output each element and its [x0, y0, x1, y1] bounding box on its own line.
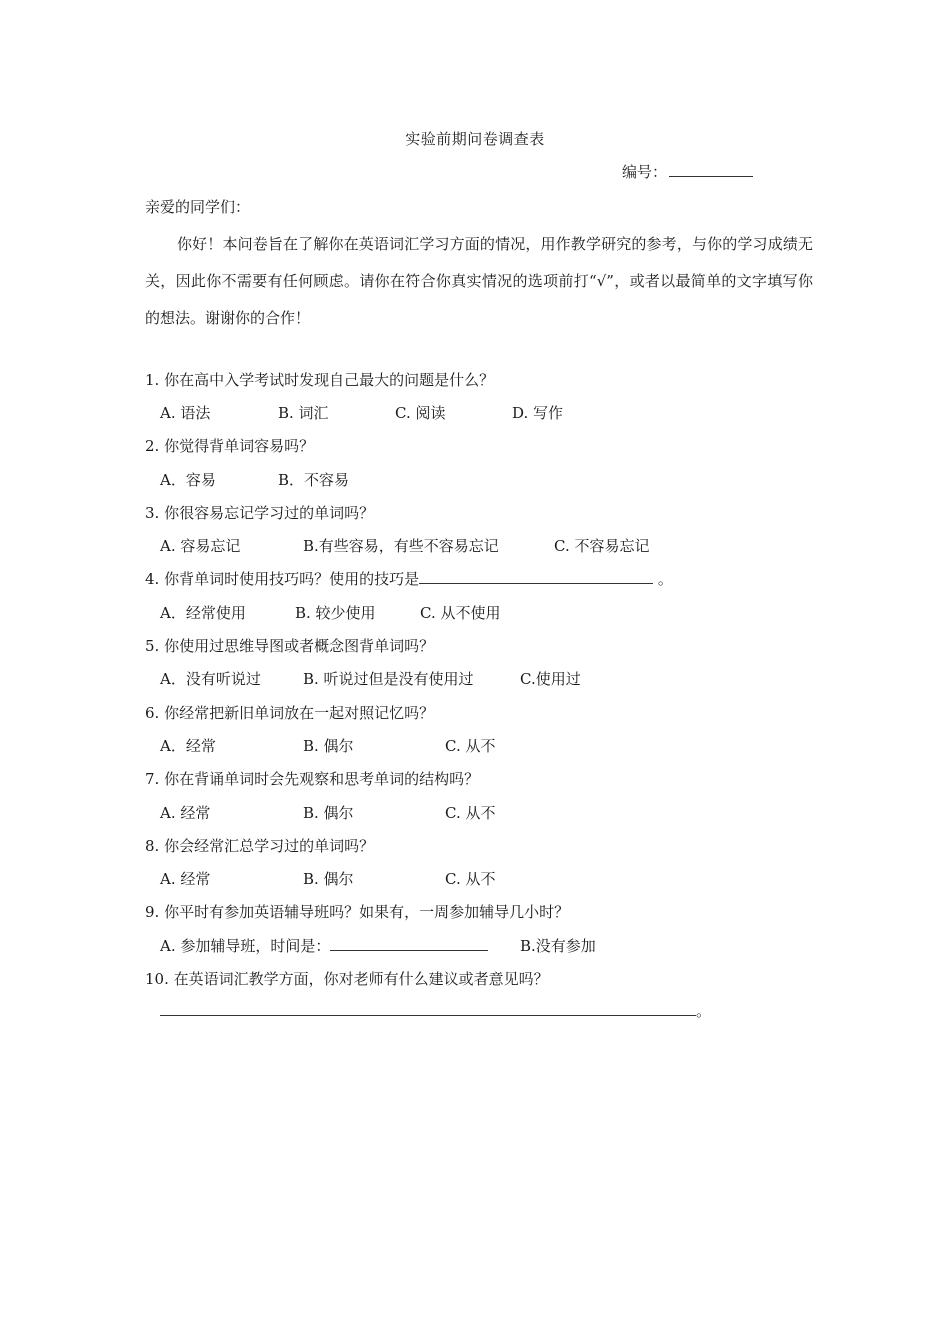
q4-option-c[interactable]: C. 从不使用	[420, 604, 501, 622]
question-3: 3. 你很容易忘记学习过的单词吗？	[145, 504, 375, 522]
greeting: 亲爱的同学们：	[145, 198, 251, 216]
q4-technique-blank[interactable]	[419, 569, 653, 584]
q5-option-c[interactable]: C.使用过	[520, 670, 581, 688]
q8-option-a[interactable]: A. 经常	[160, 870, 211, 888]
q7-option-a[interactable]: A. 经常	[160, 804, 211, 822]
q7-option-c[interactable]: C. 从不	[445, 804, 496, 822]
q3-option-b[interactable]: B.有些容易，有些不容易忘记	[303, 537, 499, 555]
q4-option-b[interactable]: B. 较少使用	[295, 604, 376, 622]
q3-option-c[interactable]: C. 不容易忘记	[554, 537, 650, 555]
q10-answer-line[interactable]	[160, 1000, 711, 1021]
q1-option-d[interactable]: D. 写作	[512, 404, 564, 422]
q1-option-b[interactable]: B. 词汇	[278, 404, 329, 422]
question-7: 7. 你在背诵单词时会先观察和思考单词的结构吗？	[145, 770, 480, 788]
question-10: 10. 在英语词汇教学方面，你对老师有什么建议或者意见吗？	[145, 970, 549, 988]
question-2: 2. 你觉得背单词容易吗？	[145, 437, 315, 455]
q8-option-c[interactable]: C. 从不	[445, 870, 496, 888]
q3-option-a[interactable]: A. 容易忘记	[160, 537, 241, 555]
serial-label: 编号：	[622, 163, 668, 181]
question-6: 6. 你经常把新旧单词放在一起对照记忆吗？	[145, 704, 435, 722]
q4-option-a[interactable]: A．经常使用	[160, 604, 246, 622]
intro-paragraph: 你好！本问卷旨在了解你在英语词汇学习方面的情况，用作教学研究的参考，与你的学习成绩无关，因此你不需要有任何顾虑。请你在符合你真实情况的选项前打“√”，或者以最简单的文字填写你的想法。谢谢你的合作！	[145, 235, 813, 327]
question-1: 1. 你在高中入学考试时发现自己最大的问题是什么？	[145, 371, 495, 389]
q5-option-b[interactable]: B. 听说过但是没有使用过	[303, 670, 474, 688]
serial-number-field	[622, 161, 753, 182]
q6-option-a[interactable]: A．经常	[160, 737, 216, 755]
q4-suffix: 。	[653, 570, 673, 588]
q6-option-b[interactable]: B. 偶尔	[303, 737, 354, 755]
q10-answer-blank[interactable]	[160, 1001, 696, 1016]
q2-option-a[interactable]: A．容易	[160, 471, 216, 489]
q1-option-c[interactable]: C. 阅读	[395, 404, 446, 422]
question-5: 5. 你使用过思维导图或者概念图背单词吗？	[145, 637, 435, 655]
question-4	[145, 568, 673, 589]
question-8: 8. 你会经常汇总学习过的单词吗？	[145, 837, 375, 855]
q2-option-b[interactable]: B．不容易	[278, 471, 350, 489]
q9-option-b[interactable]: B.没有参加	[520, 937, 596, 955]
q5-option-a[interactable]: A．没有听说过	[160, 670, 261, 688]
q7-option-b[interactable]: B. 偶尔	[303, 804, 354, 822]
q8-option-b[interactable]: B. 偶尔	[303, 870, 354, 888]
page-title: 实验前期问卷调查表	[405, 130, 545, 148]
q9-option-a-label: A. 参加辅导班，时间是：	[160, 937, 331, 955]
q4-text: 4. 你背单词时使用技巧吗？使用的技巧是	[145, 570, 420, 588]
q1-option-a[interactable]: A. 语法	[160, 404, 211, 422]
q6-option-c[interactable]: C. 从不	[445, 737, 496, 755]
q10-suffix: 。	[696, 1002, 712, 1020]
q9-option-a[interactable]	[160, 935, 488, 956]
question-9: 9. 你平时有参加英语辅导班吗？如果有，一周参加辅导几小时？	[145, 903, 570, 921]
q9-hours-blank[interactable]	[330, 936, 488, 951]
serial-blank[interactable]	[669, 162, 753, 177]
